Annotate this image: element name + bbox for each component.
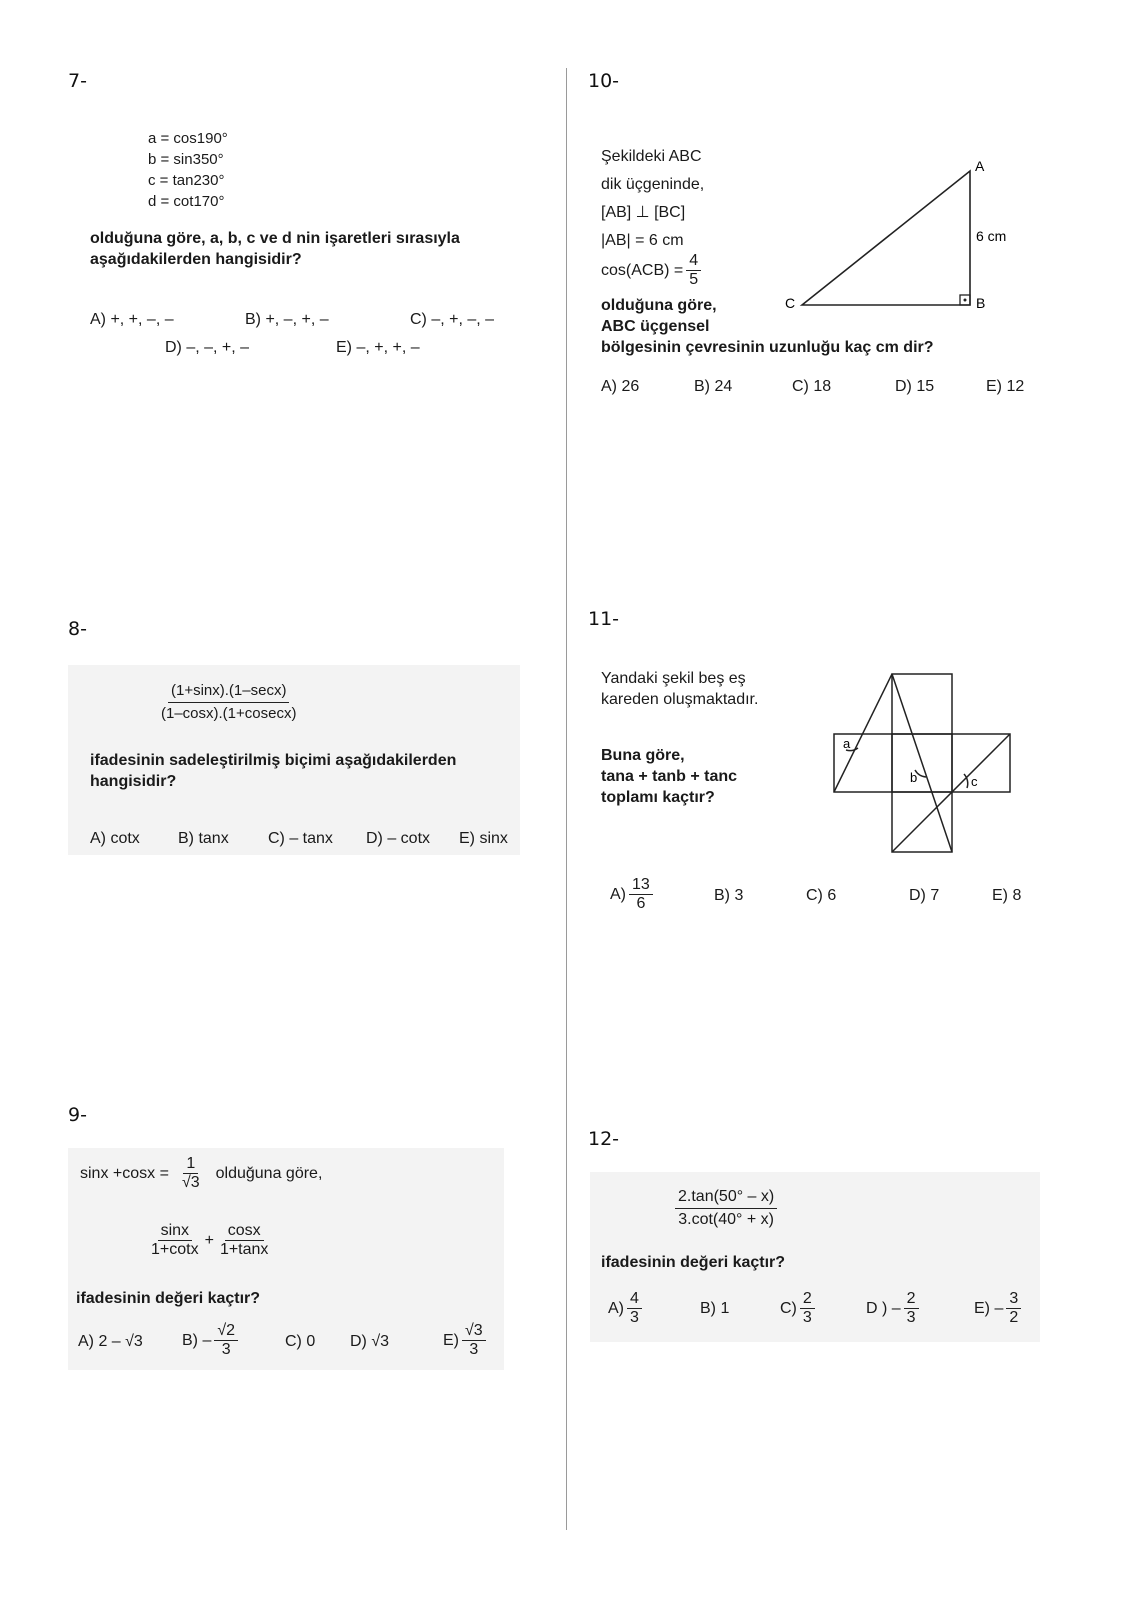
q10-cos-num: 4 [686, 252, 701, 271]
q10-bold-line-2: ABC üçgensel [601, 318, 710, 335]
q11-bold-line-2: tana + tanb + tanc [601, 768, 738, 785]
q12-option-a-num: 4 [627, 1290, 642, 1309]
q9-term1-den: 1+cotx [151, 1241, 199, 1258]
q8-option-e[interactable]: E) sinx [459, 830, 508, 847]
q12-option-d-num: 2 [904, 1290, 919, 1309]
q12-option-d-label: D ) – [866, 1299, 901, 1317]
column-divider [566, 68, 567, 1530]
question-9-number: 9- [68, 1104, 87, 1126]
q9-term2-num: cosx [225, 1222, 264, 1241]
question-8-expression [155, 680, 302, 725]
q7-option-a[interactable]: A) +, +, –, – [90, 311, 174, 328]
diagonal-line-2 [892, 674, 952, 852]
q9-term1-num: sinx [158, 1222, 192, 1241]
square-top [892, 674, 952, 734]
q9-option-e-num: √3 [462, 1322, 486, 1341]
q11-option-a[interactable] [610, 876, 656, 913]
question-7-text: olduğuna göre, a, b, c ve d nin işaretleri sırasıyla aşağıdakilerden hangisidir? [90, 230, 460, 268]
q10-option-c[interactable]: C) 18 [792, 378, 832, 395]
q10-line-1: Şekildeki ABC [601, 148, 702, 165]
right-angle-dot [964, 299, 967, 302]
q9-given-tail: olduğuna göre, [215, 1165, 323, 1182]
q7-option-b[interactable]: B) +, –, +, – [245, 311, 329, 328]
q12-option-c[interactable] [780, 1290, 818, 1327]
q10-line-3: [AB] ⊥ [BC] [601, 204, 686, 221]
q10-option-a[interactable]: A) 26 [601, 378, 640, 395]
q11-bold-text [601, 745, 737, 808]
q9-option-e-den: 3 [469, 1341, 479, 1358]
q12-option-e-num: 3 [1006, 1290, 1021, 1309]
q12-option-e-den: 2 [1009, 1309, 1019, 1326]
q11-bold-line-1: Buna göre, [601, 747, 685, 764]
q9-option-e-label: E) [443, 1331, 459, 1349]
q8-option-b[interactable]: B) tanx [178, 830, 229, 847]
q12-option-e-label: E) – [974, 1299, 1004, 1317]
q7-option-e[interactable]: E) –, +, +, – [336, 339, 420, 356]
q10-option-d[interactable]: D) 15 [895, 378, 935, 395]
q11-five-squares-figure [830, 670, 1020, 860]
angle-a-label: a [843, 736, 851, 751]
q12-option-c-num: 2 [800, 1290, 815, 1309]
q10-text [601, 143, 704, 255]
q11-intro-line-2: kareden oluşmaktadır. [601, 691, 759, 708]
q12-option-a-label: A) [608, 1299, 624, 1317]
q12-expr-numerator: 2.tan(50° – x) [675, 1186, 777, 1209]
q11-option-a-den: 6 [636, 895, 646, 912]
q8-expr-denominator: (1–cosx).(1+cosecx) [161, 705, 297, 722]
q10-line-2: dik üçgeninde, [601, 176, 705, 193]
q10-line-4: |AB| = 6 cm [601, 232, 684, 249]
q12-option-d[interactable] [866, 1290, 922, 1327]
q9-given [80, 1155, 322, 1192]
q12-option-c-label: C) [780, 1299, 797, 1317]
q9-option-b[interactable] [182, 1322, 241, 1359]
diagonal-line-3 [892, 734, 1010, 852]
q12-expression [672, 1186, 780, 1231]
q9-option-b-num: √2 [214, 1322, 238, 1341]
q7-option-c[interactable]: C) –, +, –, – [410, 311, 495, 328]
q9-option-a[interactable]: A) 2 – √3 [78, 1333, 143, 1350]
side-ab-label: 6 cm [976, 228, 1007, 244]
q12-option-b[interactable]: B) 1 [700, 1300, 730, 1317]
q10-bold-line-3: bölgesinin çevresinin uzunluğu kaç cm dir? [601, 339, 934, 356]
definition-a: a = cos190° [148, 130, 228, 147]
q10-option-b[interactable]: B) 24 [694, 378, 733, 395]
q11-option-d[interactable]: D) 7 [909, 887, 940, 904]
q8-option-a[interactable]: A) cotx [90, 830, 140, 847]
q11-intro-line-1: Yandaki şekil beş eş [601, 670, 746, 687]
q10-cos-given [601, 252, 704, 289]
q9-option-c[interactable]: C) 0 [285, 1333, 316, 1350]
angle-b-label: b [910, 770, 918, 785]
q10-cos-label: cos(ACB) = [601, 262, 684, 279]
q12-option-d-den: 3 [906, 1309, 916, 1326]
question-8-number: 8- [68, 618, 87, 640]
q11-option-e[interactable]: E) 8 [992, 887, 1022, 904]
definition-d: d = cot170° [148, 193, 225, 210]
q9-given-lhs: sinx +cosx = [80, 1165, 169, 1182]
question-10-number: 10- [588, 70, 620, 92]
q8-option-c[interactable]: C) – tanx [268, 830, 333, 847]
q9-option-b-label: B) – [182, 1331, 212, 1349]
q12-option-c-den: 3 [802, 1309, 812, 1326]
q9-given-num: 1 [183, 1155, 198, 1174]
vertex-a-label: A [975, 158, 985, 174]
q11-option-c[interactable]: C) 6 [806, 887, 837, 904]
q9-plus: + [204, 1232, 214, 1249]
q9-term2-den: 1+tanx [219, 1241, 269, 1258]
question-12-text: ifadesinin değeri kaçtır? [601, 1254, 786, 1271]
q9-expression [145, 1222, 274, 1259]
q11-option-a-label: A) [610, 885, 626, 903]
q7-option-d[interactable]: D) –, –, +, – [165, 339, 250, 356]
q12-option-a[interactable] [608, 1290, 645, 1327]
q9-given-den: √3 [181, 1174, 200, 1191]
q12-expr-denominator: 3.cot(40° + x) [678, 1211, 774, 1228]
q11-intro [601, 668, 758, 710]
angle-c-label: c [971, 774, 978, 789]
question-11-number: 11- [588, 608, 620, 630]
q9-option-d[interactable]: D) √3 [350, 1333, 390, 1350]
q10-bold-line-1: olduğuna göre, [601, 297, 717, 314]
q9-option-b-den: 3 [221, 1341, 231, 1358]
question-8-text: ifadesinin sadeleştirilmiş biçimi aşağıdakilerden hangisidir? [90, 752, 457, 790]
q11-option-b[interactable]: B) 3 [714, 887, 744, 904]
q10-option-e[interactable]: E) 12 [986, 378, 1025, 395]
q10-cos-den: 5 [689, 271, 699, 288]
q11-option-a-num: 13 [629, 876, 653, 895]
question-9-text: ifadesinin değeri kaçtır? [76, 1290, 261, 1307]
question-7-number: 7- [68, 70, 87, 92]
q10-triangle-figure [780, 155, 1030, 320]
q9-option-e[interactable] [443, 1322, 489, 1359]
q12-option-a-den: 3 [630, 1309, 639, 1326]
q8-option-d[interactable]: D) – cotx [366, 830, 431, 847]
triangle-abc [802, 171, 970, 305]
q12-option-e[interactable] [974, 1290, 1024, 1327]
definition-b: b = sin350° [148, 151, 224, 168]
vertex-c-label: C [785, 295, 796, 311]
definition-c: c = tan230° [148, 172, 225, 189]
diagonal-line-1 [834, 674, 892, 792]
vertex-b-label: B [976, 295, 986, 311]
q11-bold-line-3: toplamı kaçtır? [601, 789, 715, 806]
q8-expr-numerator: (1+sinx).(1–secx) [168, 680, 289, 703]
question-7-definitions [148, 128, 228, 212]
question-12-number: 12- [588, 1128, 620, 1150]
